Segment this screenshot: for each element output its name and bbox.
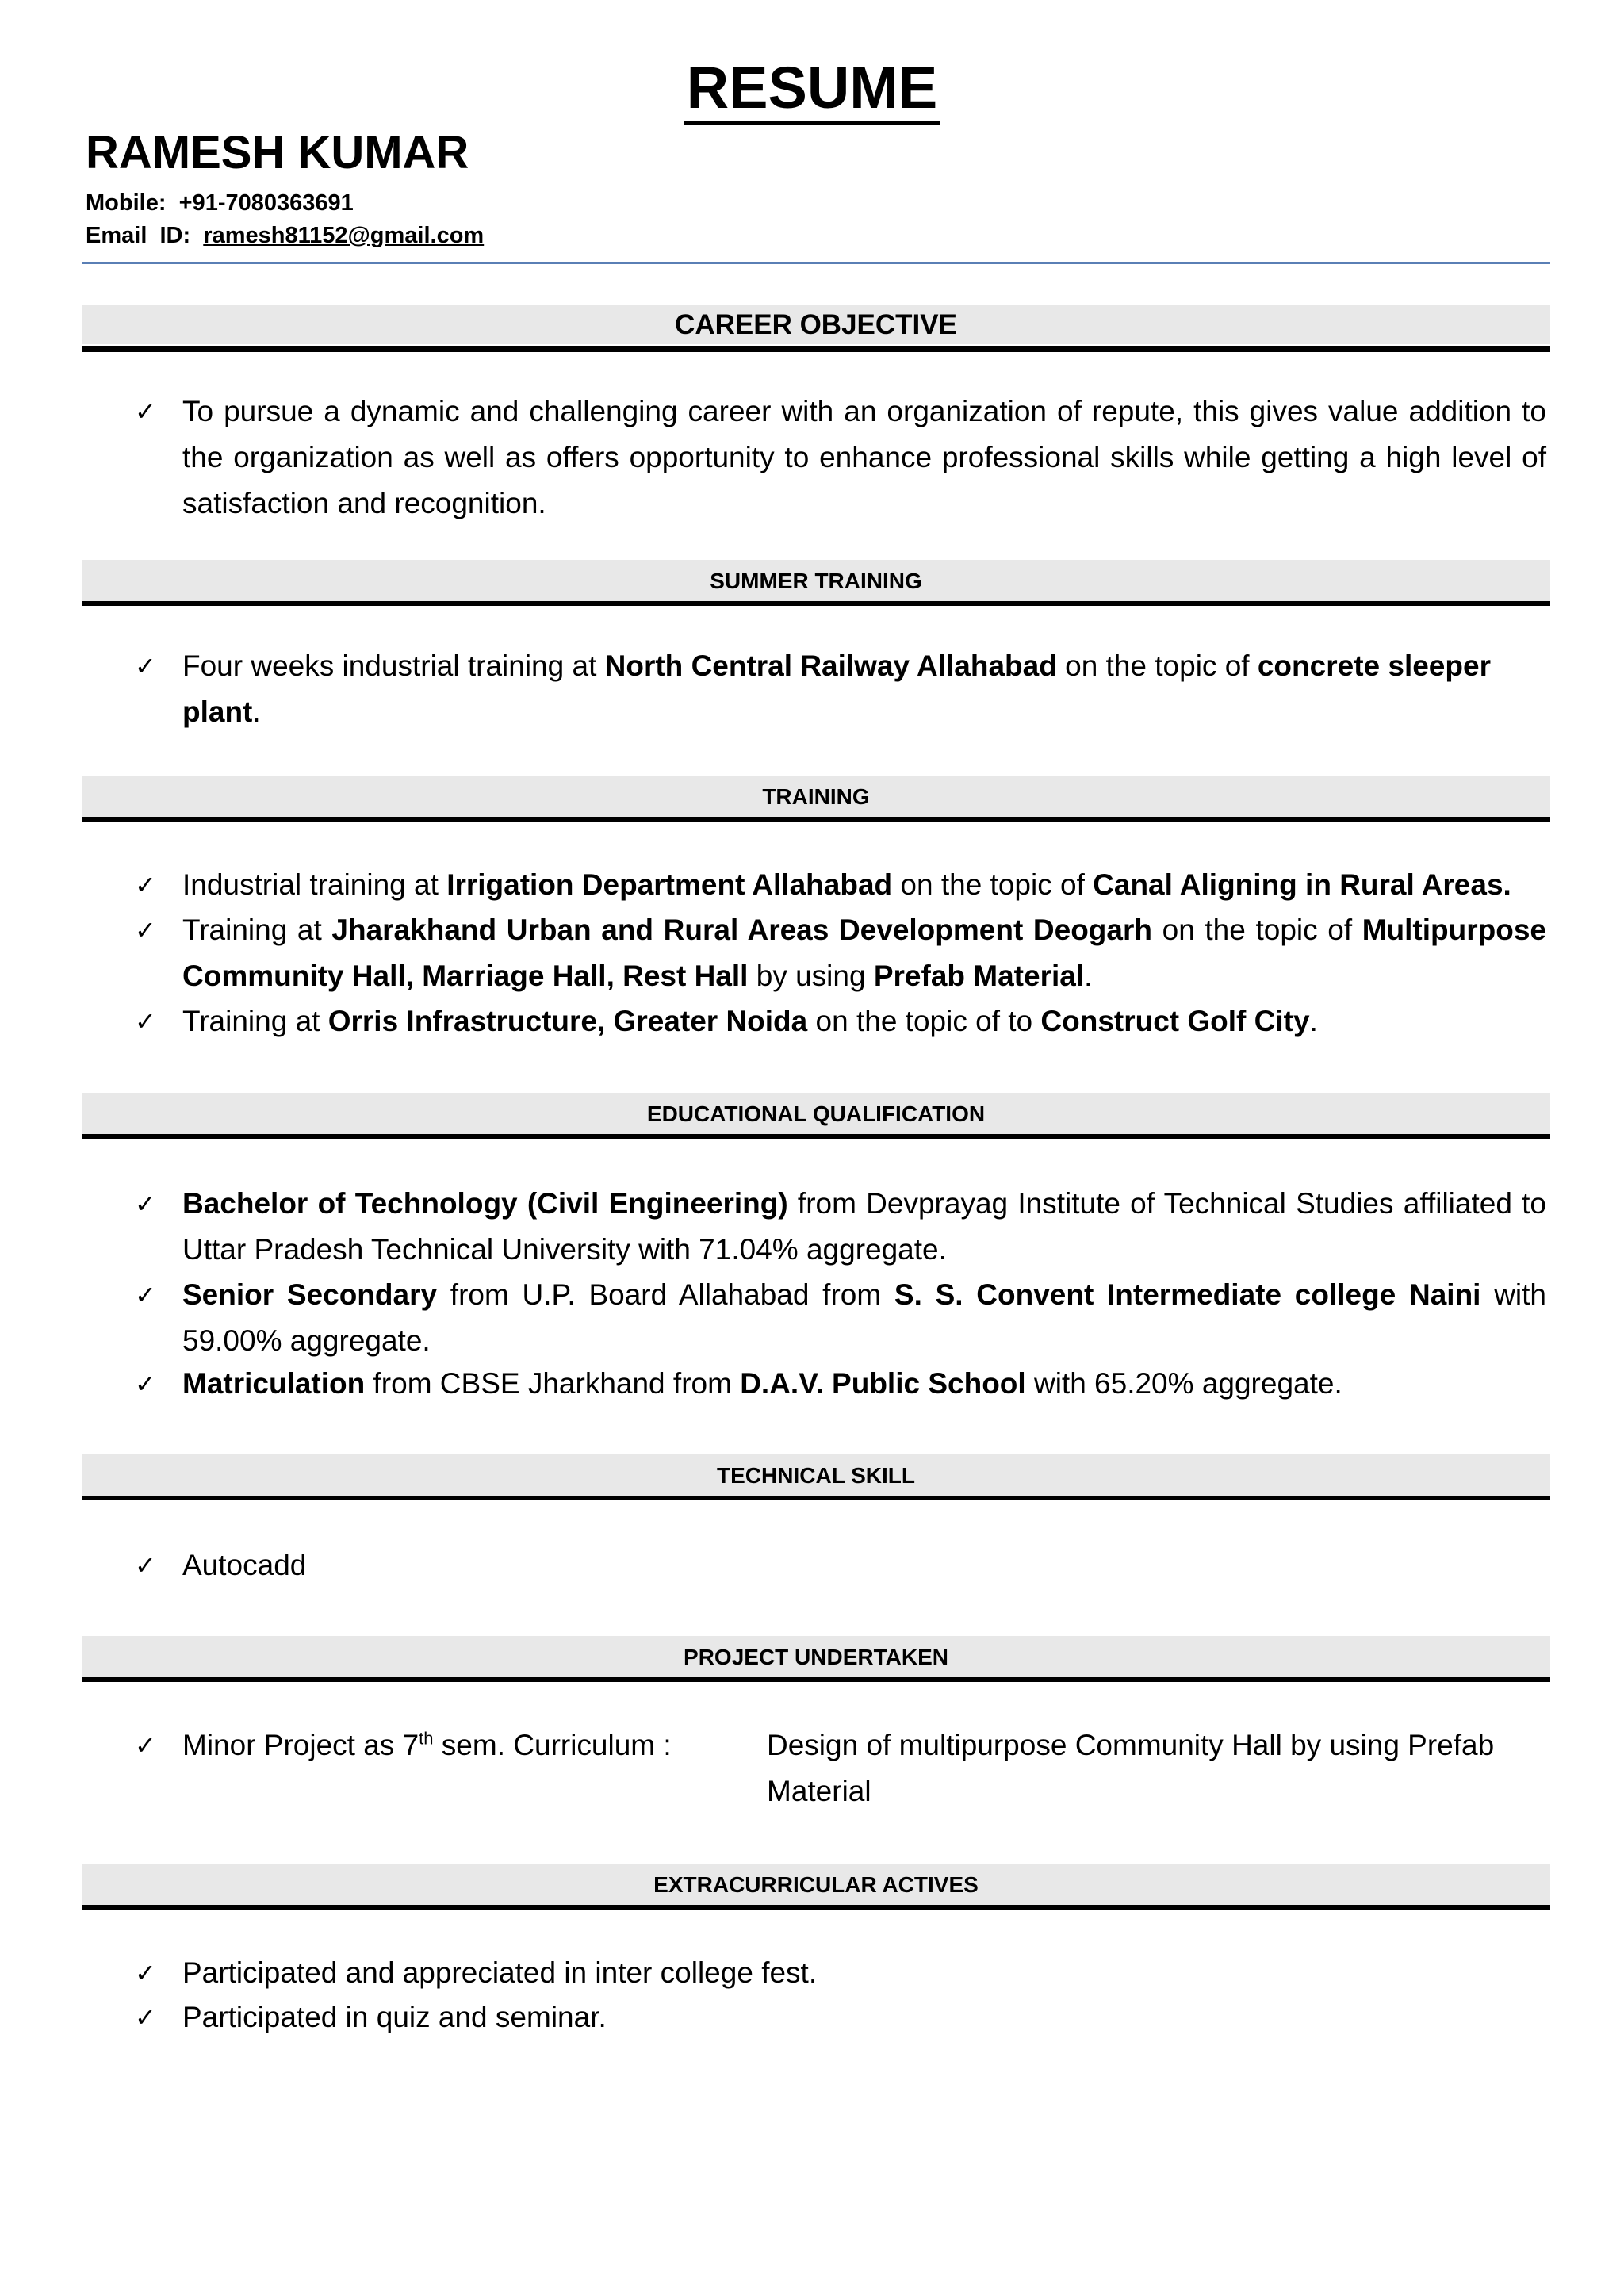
item-text: on the topic of to: [807, 1005, 1041, 1037]
section-header-extracurricular: [82, 1864, 1550, 1905]
item-emphasis: Multipurpose Community Hall, Marriage Hall, Rest Hall: [182, 914, 1546, 992]
item-text: from CBSE Jharkhand from: [365, 1367, 741, 1400]
list-item: [135, 1181, 1546, 1273]
item-emphasis: S. S. Convent Intermediate college Naini: [894, 1278, 1481, 1311]
project-label-superscript: th: [419, 1728, 434, 1749]
item-text: Four weeks industrial training at: [182, 649, 605, 682]
item-text: .: [252, 695, 261, 728]
project-label: Minor Project as 7: [182, 1729, 419, 1761]
check-icon: ✓: [135, 1006, 156, 1036]
list-item: [135, 1272, 1546, 1364]
section-title: PROJECT UNDERTAKEN: [684, 1645, 948, 1669]
item-text: by using: [748, 960, 874, 992]
objective-text: To pursue a dynamic and challenging career with an organization of repute, this gives value addition to the organization as well as offers opportunity to enhance professional skills while getting a high level of satisfaction and recognition.: [182, 395, 1546, 519]
check-icon: ✓: [135, 1280, 156, 1310]
check-icon: ✓: [135, 1189, 156, 1219]
item-text: .: [1084, 960, 1093, 992]
check-icon: ✓: [135, 870, 156, 900]
section-header-project: [82, 1636, 1550, 1677]
item-emphasis: Irrigation Department Allahabad: [446, 868, 893, 901]
resume-title-text: RESUME: [684, 55, 941, 125]
item-text: Industrial training at: [182, 868, 447, 901]
section-header-summer-training: [82, 560, 1550, 601]
section-header-education: [82, 1093, 1550, 1134]
item-emphasis: North Central Railway Allahabad: [604, 649, 1057, 682]
mobile-number: +91-7080363691: [178, 190, 354, 216]
check-icon: ✓: [135, 397, 156, 427]
item-text: from Devprayag Institute of Technical Studies affiliated to Uttar Pradesh Technical University with 71.04% aggregate.: [182, 1187, 1546, 1266]
list-item: [135, 1542, 1546, 1588]
skill-text: Autocadd: [182, 1549, 307, 1581]
list-item: [135, 907, 1546, 999]
email-link[interactable]: ramesh81152@gmail.com: [203, 223, 485, 248]
item-text: on the topic of: [892, 868, 1094, 901]
item-text: from U.P. Board Allahabad from: [437, 1278, 894, 1311]
item-emphasis: Bachelor of Technology (Civil Engineering): [182, 1187, 788, 1220]
email-line: [86, 220, 484, 251]
item-text: .: [1309, 1005, 1318, 1037]
section-title: TECHNICAL SKILL: [717, 1463, 915, 1488]
check-icon: ✓: [135, 1958, 156, 1988]
item-emphasis: D.A.V. Public School: [740, 1367, 1026, 1400]
list-item: [135, 643, 1546, 735]
item-emphasis: Matriculation: [182, 1367, 366, 1400]
section-header-career-objective: [82, 305, 1550, 344]
section-underline: [82, 1677, 1550, 1682]
item-text: on the topic of: [1152, 914, 1362, 946]
item-text: Training at: [182, 914, 332, 946]
check-icon: ✓: [135, 651, 156, 681]
resume-title: [0, 52, 1624, 124]
candidate-name: RAMESH KUMAR: [86, 127, 469, 178]
item-emphasis: Prefab Material: [873, 960, 1085, 992]
list-item: [135, 862, 1546, 908]
check-icon: ✓: [135, 2002, 156, 2033]
item-emphasis: Jharakhand Urban and Rural Areas Development Deogarh: [331, 914, 1152, 946]
list-item: [135, 1722, 769, 1768]
list-item: [135, 1994, 1546, 2040]
section-underline: [82, 601, 1550, 606]
item-emphasis: Senior Secondary: [182, 1278, 438, 1311]
mobile-label: Mobile:: [86, 190, 167, 216]
check-icon: ✓: [135, 915, 156, 945]
section-title: CAREER OBJECTIVE: [675, 309, 957, 340]
header-divider: [82, 262, 1550, 264]
item-text: Training at: [182, 1005, 328, 1037]
list-item: [135, 998, 1546, 1044]
section-title: TRAINING: [762, 784, 870, 809]
section-header-training: [82, 776, 1550, 817]
item-text: on the topic of: [1056, 649, 1258, 682]
activity-text: Participated in quiz and seminar.: [182, 2001, 607, 2033]
item-text: with 65.20% aggregate.: [1025, 1367, 1342, 1400]
section-title: EDUCATIONAL QUALIFICATION: [646, 1102, 986, 1126]
check-icon: ✓: [135, 1369, 156, 1399]
section-title: SUMMER TRAINING: [710, 569, 922, 593]
section-underline: [82, 817, 1550, 822]
project-label: sem. Curriculum :: [433, 1729, 672, 1761]
item-emphasis: Canal Aligning in Rural Areas.: [1093, 868, 1511, 901]
section-underline: [82, 346, 1550, 352]
section-underline: [82, 1905, 1550, 1910]
section-underline: [82, 1134, 1550, 1139]
section-header-technical-skill: [82, 1454, 1550, 1496]
section-underline: [82, 1496, 1550, 1500]
mobile-line: [86, 187, 354, 219]
check-icon: ✓: [135, 1550, 156, 1580]
check-icon: ✓: [135, 1730, 156, 1761]
item-emphasis: Orris Infrastructure, Greater Noida: [327, 1005, 808, 1037]
list-item: [135, 1361, 1546, 1407]
item-emphasis: concrete sleeper plant: [182, 649, 1491, 728]
list-item: [135, 1950, 1546, 1996]
section-title: EXTRACURRICULAR ACTIVES: [653, 1872, 979, 1897]
activity-text: Participated and appreciated in inter college fest.: [182, 1956, 818, 1989]
item-text: with 59.00% aggregate.: [182, 1278, 1546, 1357]
project-description: Design of multipurpose Community Hall by using Prefab Material: [767, 1729, 1495, 1807]
email-label: Email ID:: [86, 223, 191, 248]
list-item: [135, 389, 1546, 527]
item-emphasis: Construct Golf City: [1040, 1005, 1310, 1037]
